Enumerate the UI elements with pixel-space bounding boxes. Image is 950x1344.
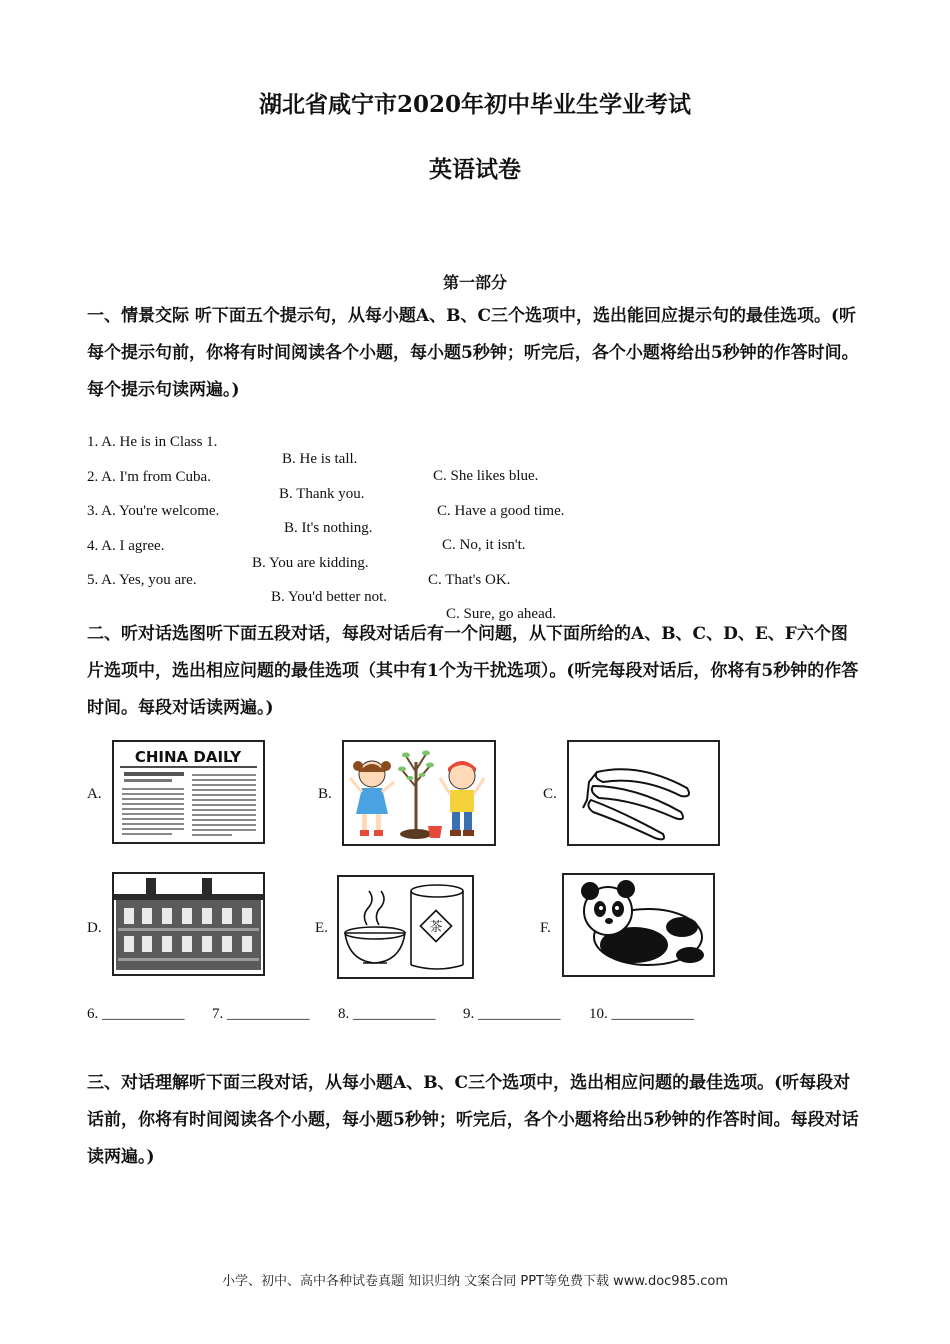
part-heading: 第一部分 xyxy=(442,273,507,292)
section1-heading: 一、情景交际 听下面五个提示句，从每小题A、B、C三个选项中，选出能回应提示句的最佳选项。(听每个提示句前，你将有时间阅读各个小题，每小题5秒钟；听完后，各个小题将给出5秒钟的作答时间。每个提示句读两遍。) xyxy=(87,306,859,400)
picture-label-e: E. xyxy=(315,920,328,936)
answer-blank-7[interactable]: 7. ___________ xyxy=(212,1006,310,1022)
section2-heading: 二、听对话选图听下面五段对话，每段对话后有一个问题，从下面所给的A、B、C、D、E、F六个图片选项中，选出相应问题的最佳选项（其中有1个为干扰选项）。(听完每段对话后，你将有5秒钟的作答时间。每段对话读两遍。) xyxy=(87,624,859,718)
q2-option-c: C. Have a good time. xyxy=(437,503,565,519)
q3-option-a: 3. A. You're welcome. xyxy=(87,503,220,519)
picture-label-f: F. xyxy=(540,920,551,936)
q1-option-a: 1. A. He is in Class 1. xyxy=(87,434,218,450)
answer-blank-6[interactable]: 6. ___________ xyxy=(87,1006,185,1022)
panda-picture xyxy=(562,873,715,977)
q3-option-b: B. It's nothing. xyxy=(284,520,373,536)
exam-title: 湖北省咸宁市2020年初中毕业生学业考试 xyxy=(258,91,691,118)
newspaper-title: CHINA DAILY xyxy=(134,748,242,766)
exam-subtitle: 英语试卷 xyxy=(429,156,521,183)
children-planting-tree-picture xyxy=(342,740,496,846)
q5-option-a: 5. A. Yes, you are. xyxy=(87,572,197,588)
answer-blank-8[interactable]: 8. ___________ xyxy=(338,1006,436,1022)
answer-blank-10[interactable]: 10. ___________ xyxy=(589,1006,694,1022)
newspaper-picture xyxy=(112,740,265,844)
section3-heading: 三、对话理解听下面三段对话，从每小题A、B、C三个选项中，选出相应问题的最佳选项。(听每段对话前，你将有时间阅读各个小题，每小题5秒钟；听完后，各个小题将给出5秒钟的作答时间。每段对话读两遍。) xyxy=(87,1073,859,1167)
picture-label-b: B. xyxy=(318,786,332,802)
q5-option-b: B. You'd better not. xyxy=(271,589,388,605)
q3-option-c: C. No, it isn't. xyxy=(442,537,526,553)
q4-option-a: 4. A. I agree. xyxy=(87,538,165,554)
picture-label-a: A. xyxy=(87,786,102,802)
q4-option-b: B. You are kidding. xyxy=(252,555,369,571)
bananas-picture xyxy=(567,740,720,846)
page-footer: 小学、初中、高中各种试卷真题 知识归纳 文案合同 PPT等免费下载 www.doc985.com xyxy=(221,1274,729,1289)
q5-option-c: C. Sure, go ahead. xyxy=(446,606,556,622)
q4-option-c: C. That's OK. xyxy=(428,572,511,588)
picture-label-d: D. xyxy=(87,920,102,936)
q1-option-c: C. She likes blue. xyxy=(433,468,539,484)
tea-char: 茶 xyxy=(429,920,443,935)
answer-blank-9[interactable]: 9. ___________ xyxy=(463,1006,561,1022)
q1-option-b: B. He is tall. xyxy=(282,451,358,467)
q2-option-a: 2. A. I'm from Cuba. xyxy=(87,469,211,485)
q2-option-b: B. Thank you. xyxy=(279,486,365,502)
tea-picture xyxy=(337,875,474,979)
building-picture xyxy=(112,872,265,976)
picture-label-c: C. xyxy=(543,786,557,802)
